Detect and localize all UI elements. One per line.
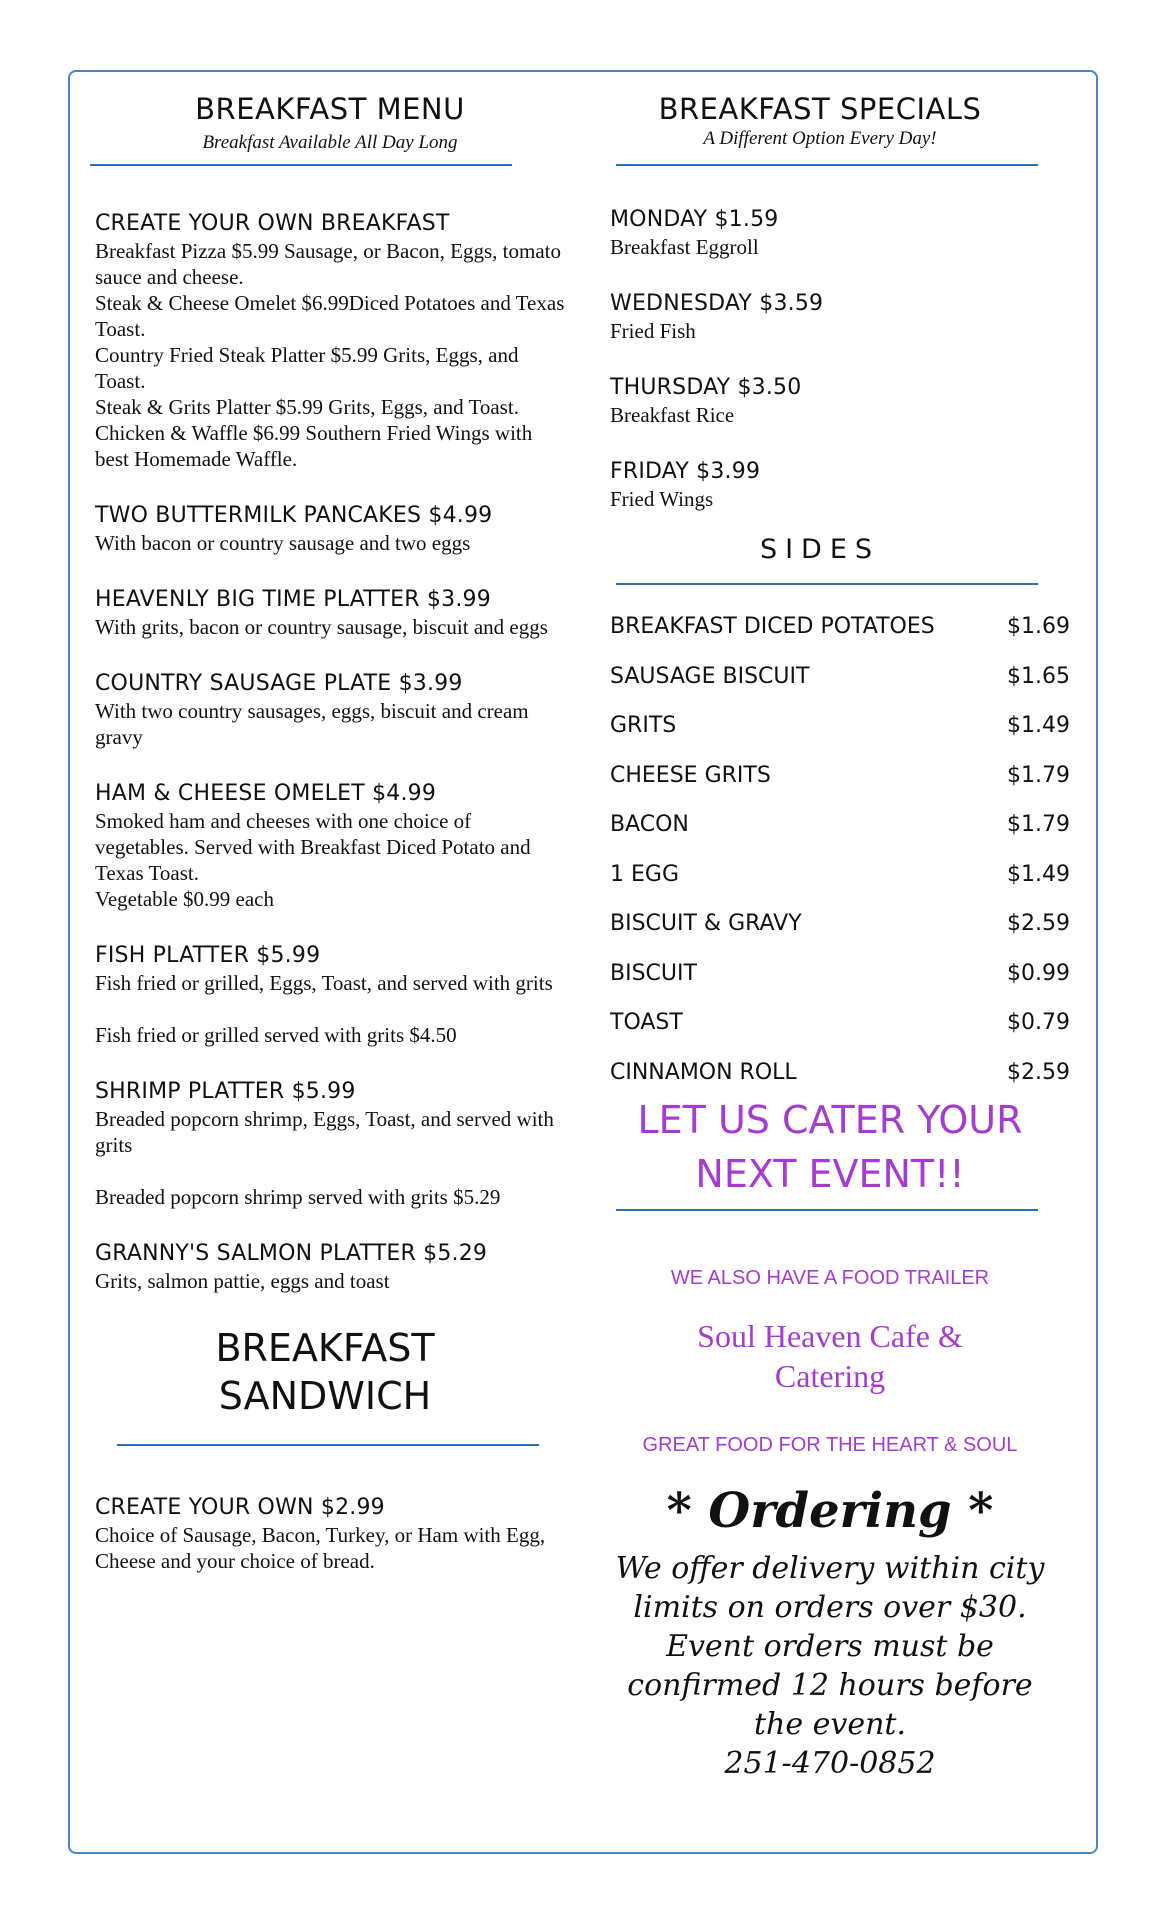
menu-item-desc: Fish fried or grilled, Eggs, Toast, and served with grits Fish fried or grilled served with grits $4.50 <box>95 971 553 1047</box>
business-name: Soul Heaven Cafe & Catering <box>697 1317 963 1394</box>
side-name: CHEESE GRITS <box>610 762 771 788</box>
menu-item-desc: Smoked ham and cheeses with one choice of vegetables. Served with Breakfast Diced Potato and Texas Toast. Vegetable $0.99 each <box>95 809 531 911</box>
slogan: GREAT FOOD FOR THE HEART & SOUL <box>642 1433 1018 1456</box>
divider <box>616 1209 1038 1211</box>
special-item-name: Breakfast Eggroll <box>610 235 759 259</box>
special-day: WEDNESDAY $3.59 <box>610 291 824 316</box>
special-item <box>610 206 1080 260</box>
menu-item-desc: Breakfast Pizza $5.99 Sausage, or Bacon, Eggs, tomato sauce and cheese. Steak & Cheese Omelet $6.99Diced Potatoes and Texas Toast. Country Fried Steak Platter $5.99 Grits, Eggs, and Toast. Steak & Grits Platter $5.99 Grits, Eggs, and Toast. Chicken & Waffle $6.99 Southern Fried Wings with best Homemade Waffle. <box>95 239 565 471</box>
menu-item <box>95 670 565 750</box>
side-row <box>610 811 1070 861</box>
divider <box>616 164 1038 166</box>
right-column <box>610 92 1080 1783</box>
sandwich-item-title: CREATE YOUR OWN $2.99 <box>95 1495 385 1520</box>
breakfast-menu-title: BREAKFAST MENU <box>195 92 465 126</box>
side-name: GRITS <box>610 713 677 738</box>
side-name: 1 EGG <box>610 861 679 887</box>
menu-item-desc: Breaded popcorn shrimp, Eggs, Toast, and served with grits Breaded popcorn shrimp served with grits $5.29 <box>95 1107 554 1209</box>
sandwich-item <box>95 1494 565 1574</box>
menu-item <box>95 586 565 640</box>
menu-item-title: GRANNY'S SALMON PLATTER $5.29 <box>95 1241 488 1266</box>
menu-item <box>95 1078 565 1210</box>
side-price: $0.79 <box>1007 1010 1070 1035</box>
menu-item-desc: With grits, bacon or country sausage, biscuit and eggs <box>95 615 548 639</box>
menu-item-title: CREATE YOUR OWN BREAKFAST <box>95 211 450 236</box>
special-item-name: Fried Fish <box>610 319 696 343</box>
side-name: BREAKFAST DICED POTATOES <box>610 614 935 639</box>
side-price: $1.65 <box>1007 663 1070 689</box>
side-price: $1.79 <box>1007 762 1070 788</box>
menu-item-title: HEAVENLY BIG TIME PLATTER $3.99 <box>95 587 491 612</box>
special-day: THURSDAY $3.50 <box>610 375 802 400</box>
menu-item-title: SHRIMP PLATTER $5.99 <box>95 1079 356 1104</box>
breakfast-specials-subtitle: A Different Option Every Day! <box>703 128 937 149</box>
side-row <box>610 1009 1070 1059</box>
divider <box>90 164 512 166</box>
menu-item <box>95 1240 565 1294</box>
left-column <box>95 92 565 1604</box>
cater-banner: LET US CATER YOUR NEXT EVENT!! <box>637 1097 1023 1196</box>
divider <box>616 583 1038 585</box>
side-price: $0.99 <box>1007 960 1070 986</box>
side-price: $1.79 <box>1007 812 1070 837</box>
specials-list <box>610 206 1080 512</box>
divider <box>117 1444 539 1446</box>
breakfast-specials-title: BREAKFAST SPECIALS <box>658 92 982 126</box>
sides-list <box>610 613 1080 1093</box>
side-row <box>610 762 1070 812</box>
food-trailer-text: WE ALSO HAVE A FOOD TRAILER <box>670 1266 990 1289</box>
menu-item-desc: Grits, salmon pattie, eggs and toast <box>95 1269 390 1293</box>
side-name: BISCUIT <box>610 960 697 986</box>
menu-item-title: TWO BUTTERMILK PANCAKES $4.99 <box>95 503 493 528</box>
side-price: $2.59 <box>1007 911 1070 936</box>
side-price: $2.59 <box>1007 1059 1070 1085</box>
special-item <box>610 458 1080 512</box>
side-row <box>610 960 1070 1010</box>
side-row <box>610 910 1070 960</box>
menu-item <box>95 942 565 1048</box>
side-row <box>610 663 1070 713</box>
phone-number: 251-470-0852 <box>724 1745 936 1781</box>
side-name: SAUSAGE BISCUIT <box>610 663 810 689</box>
side-row <box>610 861 1070 911</box>
menu-item-desc: With bacon or country sausage and two eggs <box>95 531 471 555</box>
side-price: $1.49 <box>1007 713 1070 738</box>
sandwich-item-desc: Choice of Sausage, Bacon, Turkey, or Ham with Egg, Cheese and your choice of bread. <box>95 1523 546 1573</box>
menu-item <box>95 780 565 912</box>
breakfast-sandwich-title: BREAKFAST SANDWICH <box>215 1326 435 1418</box>
side-row <box>610 613 1070 663</box>
menu-item <box>95 210 565 472</box>
menu-item-desc: With two country sausages, eggs, biscuit and cream gravy <box>95 699 529 749</box>
side-name: BACON <box>610 812 689 837</box>
special-item-name: Breakfast Rice <box>610 403 735 427</box>
sides-title: SIDES <box>759 534 881 565</box>
special-day: MONDAY $1.59 <box>610 207 779 232</box>
special-item-name: Fried Wings <box>610 487 714 511</box>
side-name: TOAST <box>610 1010 683 1035</box>
side-price: $1.69 <box>1007 614 1070 639</box>
menu-item-title: FISH PLATTER $5.99 <box>95 943 321 968</box>
breakfast-menu-subtitle: Breakfast Available All Day Long <box>202 132 458 153</box>
menu-item-title: HAM & CHEESE OMELET $4.99 <box>95 781 437 806</box>
side-price: $1.49 <box>1007 861 1070 887</box>
special-item <box>610 374 1080 428</box>
menu-item-title: COUNTRY SAUSAGE PLATE $3.99 <box>95 671 463 696</box>
special-item <box>610 290 1080 344</box>
ordering-title: * Ordering * <box>666 1482 994 1539</box>
side-row <box>610 712 1070 762</box>
menu-item <box>95 502 565 556</box>
ordering-text: We offer delivery within city limits on orders over $30. Event orders must be confirmed 12 hours before the event. <box>615 1550 1045 1742</box>
special-day: FRIDAY $3.99 <box>610 459 761 484</box>
menu-items <box>95 210 565 1294</box>
side-name: BISCUIT & GRAVY <box>610 911 802 936</box>
side-name: CINNAMON ROLL <box>610 1059 797 1085</box>
side-row <box>610 1059 1070 1093</box>
